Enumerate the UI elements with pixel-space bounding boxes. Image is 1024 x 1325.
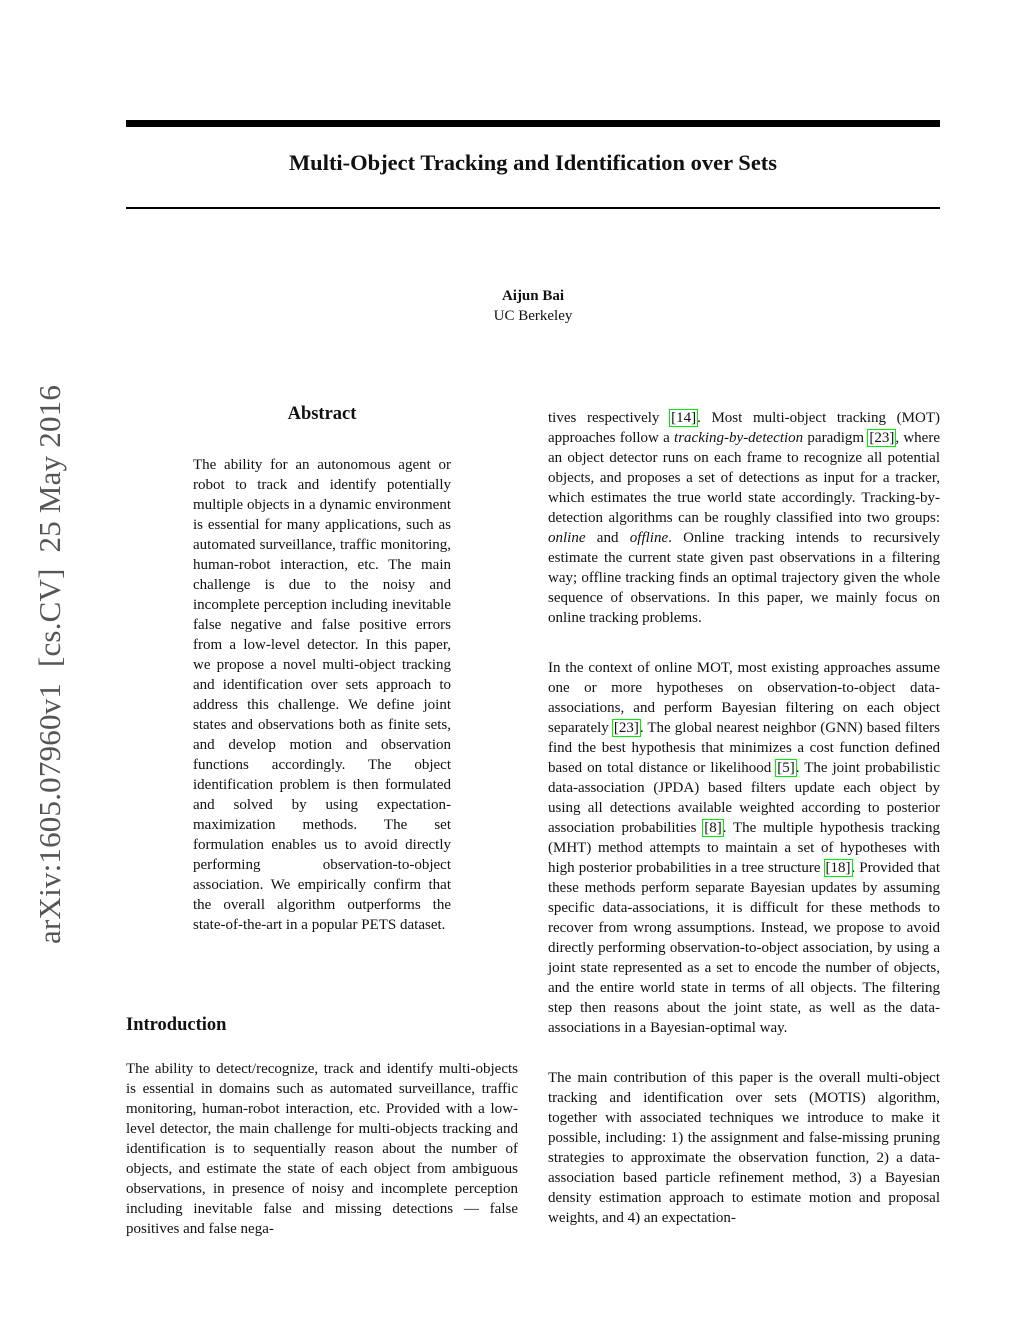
text-run: paradigm (803, 430, 869, 446)
citation-link[interactable]: [5] (777, 760, 795, 776)
text-run: . The joint probabilistic data-association (JPDA) based filters update each object by using all detections available weighted according to posterior association probabilities (548, 760, 940, 836)
citation-link[interactable]: [23] (613, 720, 639, 736)
text-run: . The global nearest neighbor (GNN) based filters find the best hypothesis that minimizes a cost function defined based on total distance or likelihood (548, 720, 940, 776)
title-top-rule (126, 120, 940, 127)
emphasis-text: tracking-by-detection (674, 430, 804, 446)
emphasis-text: offline (629, 530, 669, 546)
text-run: tives respectively (548, 410, 671, 426)
author-block (126, 286, 940, 326)
abstract-heading: Abstract (287, 404, 357, 424)
citation-link[interactable]: [8] (704, 820, 722, 836)
emphasis-text: online (548, 530, 586, 546)
introduction-heading: Introduction (126, 1015, 227, 1035)
text-run: , where an object detector runs on each frame to recognize all potential objects, and proposes a set of detections as input for a tracker, which estimates the true world state accordingly. Tracking-by-detection algorithms can be roughly classified into two groups: (548, 430, 940, 526)
right-column-paragraph-3: The main contribution of this paper is the overall multi-object tracking and identification over sets (MOTIS) algorithm, together with associated techniques we introduce to make it possible, including: 1) the assignment and false-missing pruning strategies to approximate the observation function, 2) a data-association based particle refinement method, 3) a Bayesian density estimation approach to estimate motion and proposal weights, and 4) an expectation- (548, 1070, 940, 1226)
paper-title: Multi-Object Tracking and Identification over Sets (288, 150, 778, 175)
right-column-paragraph-1 (548, 408, 940, 628)
abstract-body: The ability for an autonomous agent or robot to track and identify potentially multiple objects in a dynamic environment is essential for many applications, such as automated surveillance, traffic monitoring, human-robot interaction, etc. The main challenge is due to the noisy and incomplete perception including inevitable false negative and false positive errors from a low-level detector. In this paper, we propose a novel multi-object tracking and identification over sets approach to address this challenge. We define joint states and observations both as finite sets, and develop motion and observation functions accordingly. The object identification problem is then formulated and solved by using expectation-maximization methods. The set formulation enables us to avoid directly performing observation-to-object association. We empirically confirm that the overall algorithm outperforms the state-of-the-art in a popular PETS dataset. (193, 457, 451, 933)
citation-link[interactable]: [23] (869, 430, 895, 446)
author-affiliation: UC Berkeley (493, 308, 573, 324)
text-run: In the context of online MOT, most existing approaches assume one or more hypotheses on observation-to-object data-associations, and perform Bayesian filtering on each object separately (548, 660, 940, 736)
text-run: . Provided that these methods perform separate Bayesian updates by assuming specific data-associations, it is difficult for these methods to recover from wrong assumptions. Instead, we propose to avoid directly performing observation-to-object association, by using a joint state represented as a set to encode the number of objects, and the entire world state in terms of all objects. The filtering step then reasons about the joint state, as well as the data-associations in a Bayesian-optimal way. (548, 860, 940, 1036)
title-bottom-rule (126, 207, 940, 209)
author-name: Aijun Bai (501, 288, 565, 304)
right-column-paragraph-2 (548, 658, 940, 1038)
text-run: . Online tracking intends to recursively estimate the current state given past observations in a filtering way; offline tracking finds an optimal trajectory given the whole sequence of observations. In this paper, we mainly focus on online tracking problems. (548, 530, 940, 626)
citation-link[interactable]: [18] (825, 860, 851, 876)
introduction-paragraph: The ability to detect/recognize, track and identify multi-objects is essential in domains such as automated surveillance, traffic monitoring, human-robot interaction, etc. Provided with a low-level detector, the main challenge for multi-objects tracking and identification is to sequentially reason about the number of objects, and estimate the state of each object from ambiguous observations, in presence of noisy and incomplete perception including inevitable false and missing detections — false positives and false nega- (126, 1061, 518, 1237)
arxiv-stamp: arXiv:1605.07960v1 [cs.CV] 25 May 2016 (32, 384, 67, 944)
text-run: . Most multi-object tracking (MOT) approaches follow a (548, 410, 940, 446)
text-run: and (585, 530, 630, 546)
citation-link[interactable]: [14] (671, 410, 697, 426)
text-run: . The multiple hypothesis tracking (MHT) method attempts to maintain a set of hypotheses with high posterior probabilities in a tree structure (548, 820, 941, 876)
